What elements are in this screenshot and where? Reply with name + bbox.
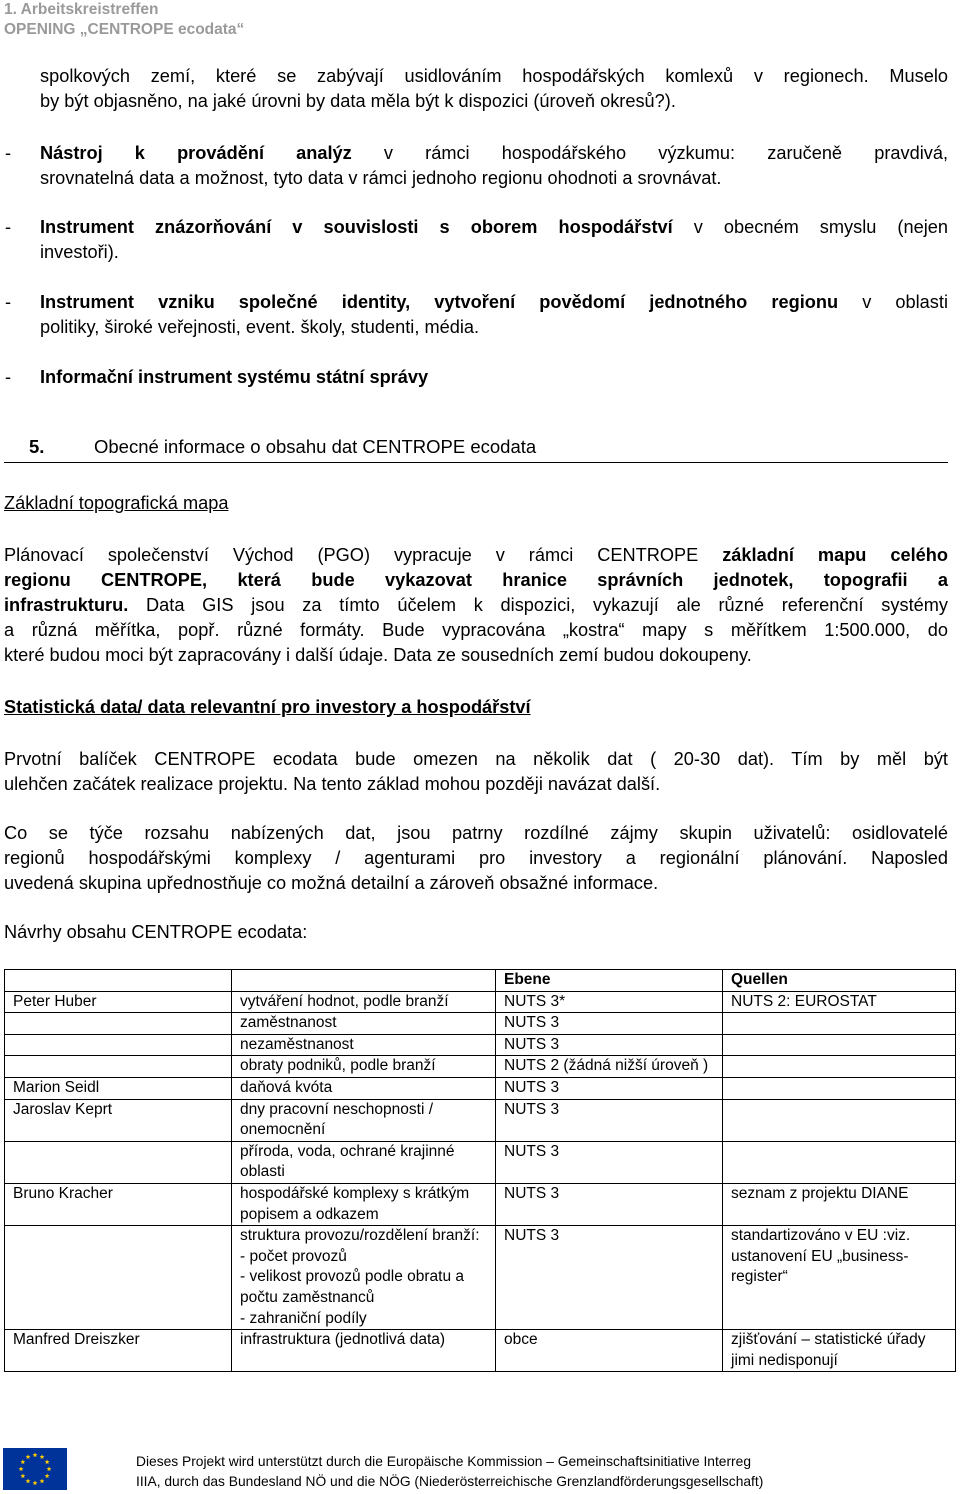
table-row [5, 1183, 956, 1225]
bullet-dash: - [5, 217, 12, 237]
footer-line-2: IIIA, durch das Bundesland NÖ und die NÖG (Niederösterreichische Grenzlandförderungsgesellschaft) [136, 1474, 764, 1489]
topo-heading: Základní topografická mapa [4, 493, 229, 513]
person-cell [5, 1141, 232, 1183]
level-cell: NUTS 3 [496, 1183, 723, 1225]
header-cell [232, 970, 496, 992]
bullet-1-rest: v rámci hospodářského výzkumu: zaručeně pravdivá, [351, 143, 949, 163]
bullet-4-line-1 [40, 365, 428, 390]
bullet-3-bold: Instrument vzniku společné identity, vytvoření povědomí jednotného regionu [40, 292, 839, 312]
eu-flag-icon [3, 1448, 67, 1490]
person-cell: Bruno Kracher [5, 1183, 232, 1225]
person-cell [5, 1013, 232, 1035]
intro-line-1: spolkových zemí, které se zabývají usidlováním hospodářských komlexů v regionech. Muselo [40, 66, 948, 86]
source-cell: zjišťování – statistické úřady jimi nedisponují [723, 1330, 956, 1372]
stat-p2-line-2: regionů hospodářskými komplexy / agenturami pro investory a regionální plánování. Naposled [4, 848, 948, 868]
topo-line-1-normal: Plánovací společenství Východ (PGO) vypracuje v rámci CENTROPE [4, 545, 723, 565]
person-cell: Peter Huber [5, 991, 232, 1013]
stat-p1-line-1: Prvotní balíček CENTROPE ecodata bude omezen na několik dat ( 20-30 dat). Tím by měl být [4, 749, 948, 769]
source-cell [723, 1099, 956, 1141]
footer-line-1: Dieses Projekt wird unterstützt durch die Europäische Kommission – Gemeinschaftsinitiative Interreg [136, 1454, 751, 1469]
person-cell [5, 1226, 232, 1330]
bullet-dash: - [5, 143, 12, 163]
source-cell: NUTS 2: EUROSTAT [723, 991, 956, 1013]
level-cell: NUTS 3 [496, 1077, 723, 1099]
bullet-3-line-2: politiky, široké veřejnosti, event. školy, studenti, média. [40, 317, 480, 337]
indicator-cell: vytváření hodnot, podle branží [232, 991, 496, 1013]
table-row [5, 991, 956, 1013]
level-cell: NUTS 3 [496, 1141, 723, 1183]
indicator-cell: struktura provozu/rozdělení branží: - počet provozů - velikost provozů podle obratu a počtu zaměstnanců - zahraniční podíly [232, 1226, 496, 1330]
source-cell: seznam z projektu DIANE [723, 1183, 956, 1225]
section-title: Obecné informace o obsahu dat CENTROPE ecodata [94, 436, 537, 457]
indicator-cell: obraty podniků, podle branží [232, 1056, 496, 1078]
header-cell: Ebene [496, 970, 723, 992]
section-heading [4, 436, 948, 463]
header-line-2: OPENING „CENTROPE ecodata“ [4, 21, 245, 38]
topo-line-5: které budou moci být zapracovány i další údaje. Data ze sousedních zemí budou dokoupeny. [4, 645, 752, 665]
bullet-2-bold: Instrument znázorňování v souvislosti s oborem hospodářství [40, 217, 673, 237]
table-row [5, 1141, 956, 1183]
bullet-1-line-1 [40, 141, 948, 166]
bullet-3-rest: v oblasti [838, 292, 948, 312]
table-row [5, 1226, 956, 1330]
topo-line-1-bold: základní mapu celého [722, 545, 948, 565]
level-cell: NUTS 3* [496, 991, 723, 1013]
table-row [5, 1099, 956, 1141]
table-row [5, 1077, 956, 1099]
bullet-1-bold: Nástroj k provádění analýz [40, 143, 352, 163]
section-number: 5. [29, 436, 45, 457]
indicator-cell: hospodářské komplexy s krátkým popisem a odkazem [232, 1183, 496, 1225]
indicator-cell: dny pracovní neschopnosti / onemocnění [232, 1099, 496, 1141]
topo-line-1 [4, 543, 948, 568]
stat-heading: Statistická data/ data relevantní pro investory a hospodářství [4, 697, 531, 717]
table-row [5, 1013, 956, 1035]
level-cell: NUTS 3 [496, 1034, 723, 1056]
indicator-cell: příroda, voda, ochrané krajinné oblasti [232, 1141, 496, 1183]
bullet-2-rest: v obecném smyslu (nejen [672, 217, 948, 237]
person-cell: Marion Seidl [5, 1077, 232, 1099]
person-cell [5, 1034, 232, 1056]
running-header [4, 0, 244, 40]
table-row [5, 1330, 956, 1372]
level-cell: NUTS 3 [496, 1226, 723, 1330]
bullet-2-line-1 [40, 215, 948, 240]
source-cell [723, 1141, 956, 1183]
indicator-cell: nezaměstnanost [232, 1034, 496, 1056]
indicator-cell: daňová kvóta [232, 1077, 496, 1099]
person-cell [5, 1056, 232, 1078]
intro-line-2: by být objasněno, na jaké úrovni by data měla být k dispozici (úroveň okresů?). [40, 91, 676, 111]
source-cell [723, 1056, 956, 1078]
source-cell [723, 1013, 956, 1035]
bullet-2-line-2: investoři). [40, 242, 119, 262]
source-cell [723, 1034, 956, 1056]
topo-line-3-bold: infrastrukturu. [4, 595, 129, 615]
stat-p2-line-1: Co se týče rozsahu nabízených dat, jsou patrny rozdílné zájmy skupin uživatelů: osidlovatelé [4, 823, 948, 843]
source-cell [723, 1077, 956, 1099]
header-cell: Quellen [723, 970, 956, 992]
person-cell: Manfred Dreiszker [5, 1330, 232, 1372]
level-cell: NUTS 3 [496, 1099, 723, 1141]
bullet-dash: - [5, 367, 12, 387]
bullet-1-line-2: srovnatelná data a možnost, tyto data v rámci jednoho regionu ohodnoti a srovnávat. [40, 168, 722, 188]
topo-line-4: a různá měřítka, popř. různé formáty. Bude vypracována „kostra“ mapy s měřítkem 1:500.000, do [4, 620, 948, 640]
indicator-cell: infrastruktura (jednotlivá data) [232, 1330, 496, 1372]
level-cell: NUTS 2 (žádná nižší úroveň ) [496, 1056, 723, 1078]
topo-line-2: regionu CENTROPE, která bude vykazovat hranice správních jednotek, topografii a [4, 570, 948, 590]
bullet-4-bold: Informační instrument systému státní správy [40, 367, 429, 387]
bullet-dash: - [5, 292, 12, 312]
level-cell: NUTS 3 [496, 1013, 723, 1035]
table-row [5, 1034, 956, 1056]
topo-line-3-normal: Data GIS jsou za tímto účelem k dispozici, vykazují ale různé referenční systémy [128, 595, 948, 615]
table-row [5, 1056, 956, 1078]
topo-line-3 [4, 593, 948, 618]
proposals-label: Návrhy obsahu CENTROPE ecodata: [4, 922, 308, 942]
level-cell: obce [496, 1330, 723, 1372]
footer [136, 1452, 763, 1492]
table-header-row [5, 970, 956, 992]
stat-p1-line-2: ulehčen začátek realizace projektu. Na tento základ mohou později navázat další. [4, 774, 661, 794]
person-cell: Jaroslav Keprt [5, 1099, 232, 1141]
stat-p2-line-3: uvedená skupina upřednostňuje co možná detailní a zároveň obsažné informace. [4, 873, 659, 893]
bullet-3-line-1 [40, 290, 948, 315]
header-cell [5, 970, 232, 992]
source-cell: standartizováno v EU :viz. ustanovení EU „business-register“ [723, 1226, 956, 1330]
header-line-1: 1. Arbeitskreistreffen [4, 1, 159, 18]
indicator-cell: zaměstnanost [232, 1013, 496, 1035]
data-table [4, 969, 956, 1372]
